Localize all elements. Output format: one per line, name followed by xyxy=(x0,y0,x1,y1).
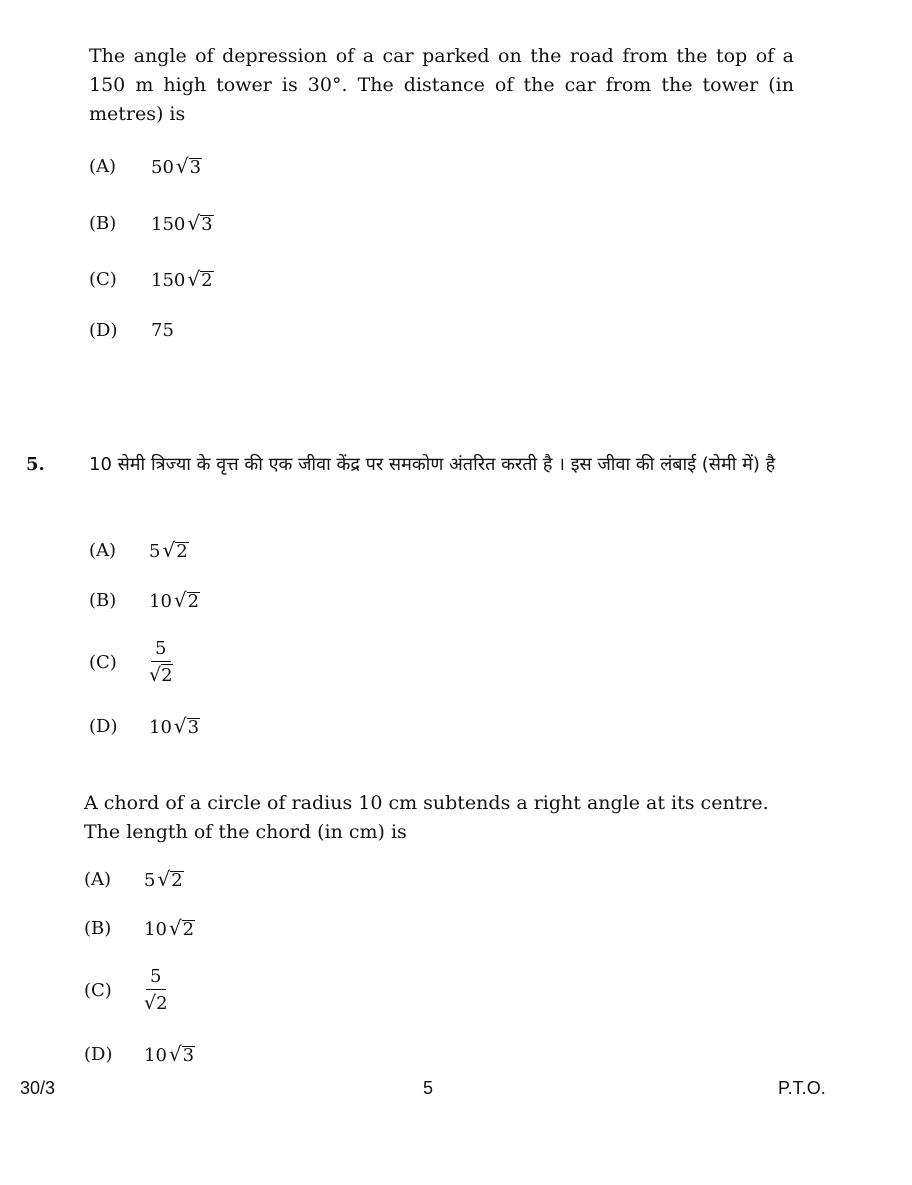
option-label: (C) xyxy=(89,268,117,290)
question-5-english-stem: A chord of a circle of radius 10 cm subtends a right angle at its centre. The length of the chord (in cm) is xyxy=(84,792,769,843)
radical-expression: 10 √3 xyxy=(144,1042,195,1066)
option-c xyxy=(89,264,214,294)
paper-code: 30/3 xyxy=(20,1078,56,1098)
option-label: (D) xyxy=(89,715,118,737)
radical-expression: 10 √2 xyxy=(149,588,200,612)
option-label: (C) xyxy=(84,979,112,1001)
option-b xyxy=(84,913,195,943)
option-label: (A) xyxy=(84,868,112,890)
radical-expression: 5 √2 xyxy=(144,867,183,891)
fraction-expression: $\frac{5}{√2}$ xyxy=(144,966,168,1014)
option-a xyxy=(89,151,202,181)
option-label: (B) xyxy=(84,917,112,939)
option-label: (B) xyxy=(89,589,117,611)
pto-label: P.T.O. xyxy=(778,1078,826,1098)
radical-expression: 10 √2 xyxy=(144,916,195,940)
option-b xyxy=(89,208,214,238)
radical-expression: 10 √3 xyxy=(149,714,200,738)
radical-expression: 50 √3 xyxy=(151,154,202,178)
fraction-expression: $\frac{5}{√2}$ xyxy=(149,638,173,686)
radical-expression: 5 √2 xyxy=(149,538,188,562)
question-number: 5. xyxy=(26,454,45,475)
option-b xyxy=(89,585,200,615)
question-5-hindi-stem: 10 सेमी त्रिज्या के वृत्त की एक जीवा केंद्र पर समकोण अंतरित करती है । इस जीवा की लंबाई (सेमी में) है xyxy=(89,454,776,475)
option-label: (B) xyxy=(89,212,117,234)
option-d xyxy=(89,315,174,345)
option-label: (D) xyxy=(84,1043,113,1065)
option-a xyxy=(89,535,189,565)
option-value: 75 xyxy=(151,319,174,341)
radical-expression: 150 √3 xyxy=(151,211,213,235)
option-label: (C) xyxy=(89,651,117,673)
question-4-english-stem: The angle of depression of a car parked on the road from the top of a 150 m high tower is 30°. The distance of the car from the tower (in metres) is xyxy=(89,45,794,125)
option-a xyxy=(84,864,184,894)
option-d xyxy=(89,711,200,741)
option-label: (D) xyxy=(89,319,118,341)
radical-expression: 150 √2 xyxy=(151,267,213,291)
page-number: 5 xyxy=(423,1078,434,1098)
option-label: (A) xyxy=(89,155,117,177)
option-c xyxy=(84,965,168,1015)
option-c xyxy=(89,637,173,687)
option-label: (A) xyxy=(89,539,117,561)
option-d xyxy=(84,1039,195,1069)
